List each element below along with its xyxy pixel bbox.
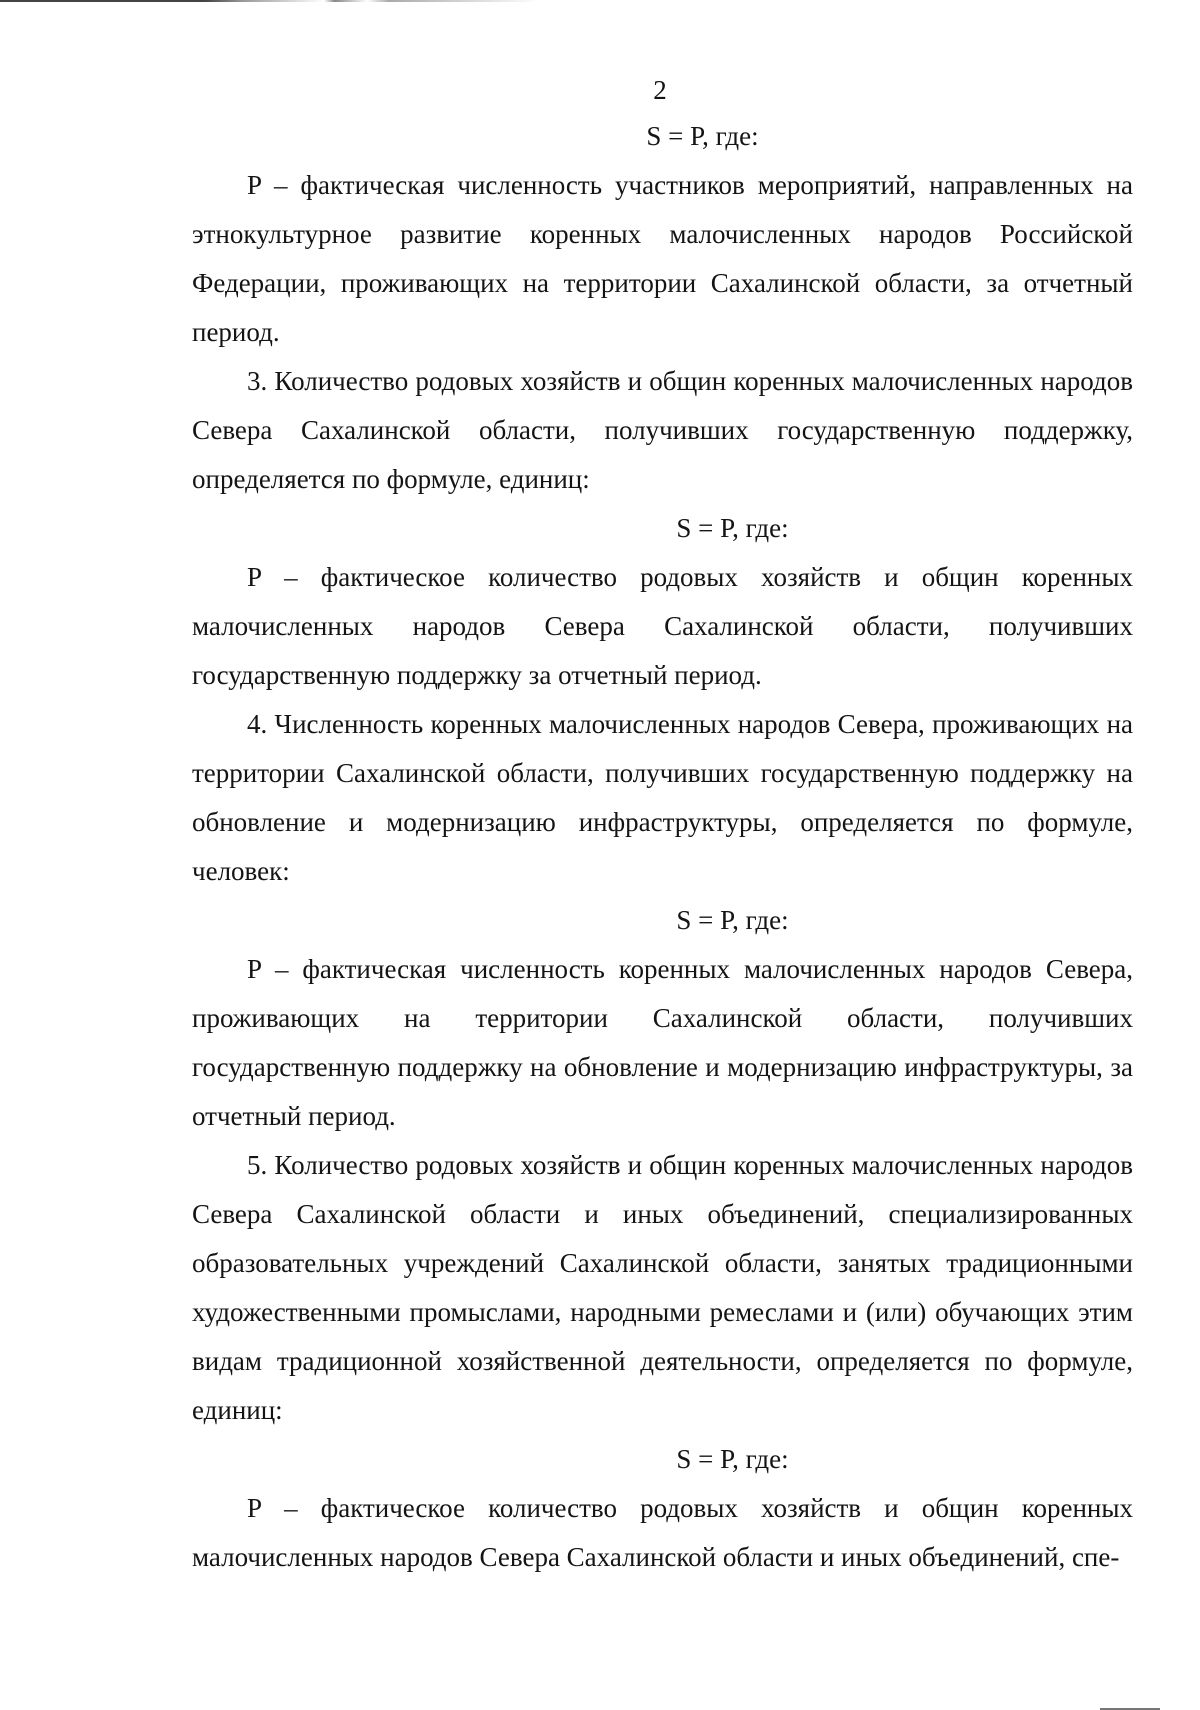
paragraph-item-3: 3. Количество родовых хозяйств и общин коренных малочисленных народов Севера Сахалинской области, получивших государственную поддержку, определяется по формуле, единиц: [192, 366, 1133, 494]
paragraph-definition: P – фактическое количество родовых хозяйств и общин коренных малочисленных народов Севера Сахалинской области, получивших государственную поддержку за отчетный период. [192, 562, 1133, 690]
paragraph-item-4: 4. Численность коренных малочисленных народов Севера, проживающих на территории Сахалинской области, получивших государственную поддержку на обновление и модернизацию инфраструктуры, определяется по формуле, человек: [192, 709, 1133, 886]
formula-line: S = P, где: [676, 1444, 789, 1474]
document-body [192, 112, 1133, 1582]
paragraph-definition: P – фактическая численность участников мероприятий, направленных на этнокультурное развитие коренных малочисленных народов Российской Федерации, проживающих на территории Сахалинской области, за отчетный период. [192, 170, 1133, 347]
paragraph-definition: P – фактическая численность коренных малочисленных народов Севера, проживающих на территории Сахалинской области, получивших государственную поддержку на обновление и модернизацию инфраструктуры, за отчетный период. [192, 954, 1133, 1131]
formula-line: S = P, где: [646, 121, 759, 151]
scan-edge-rule [0, 0, 540, 2]
formula-line: S = P, где: [676, 905, 789, 935]
paragraph-item-5: 5. Количество родовых хозяйств и общин коренных малочисленных народов Севера Сахалинской области и иных объединений, специализированных образовательных учреждений Сахалинской области, занятых традиционными художественными промыслами, народными ремеслами и (или) обучающих этим видам традиционной хозяйственной деятельности, определяется по формуле, единиц: [192, 1150, 1133, 1425]
paragraph-definition: P – фактическое количество родовых хозяйств и общин коренных малочисленных народов Севера Сахалинской области и иных объединений, спе- [192, 1493, 1133, 1572]
formula-line: S = P, где: [676, 513, 789, 543]
page-number: 2 [653, 75, 667, 105]
